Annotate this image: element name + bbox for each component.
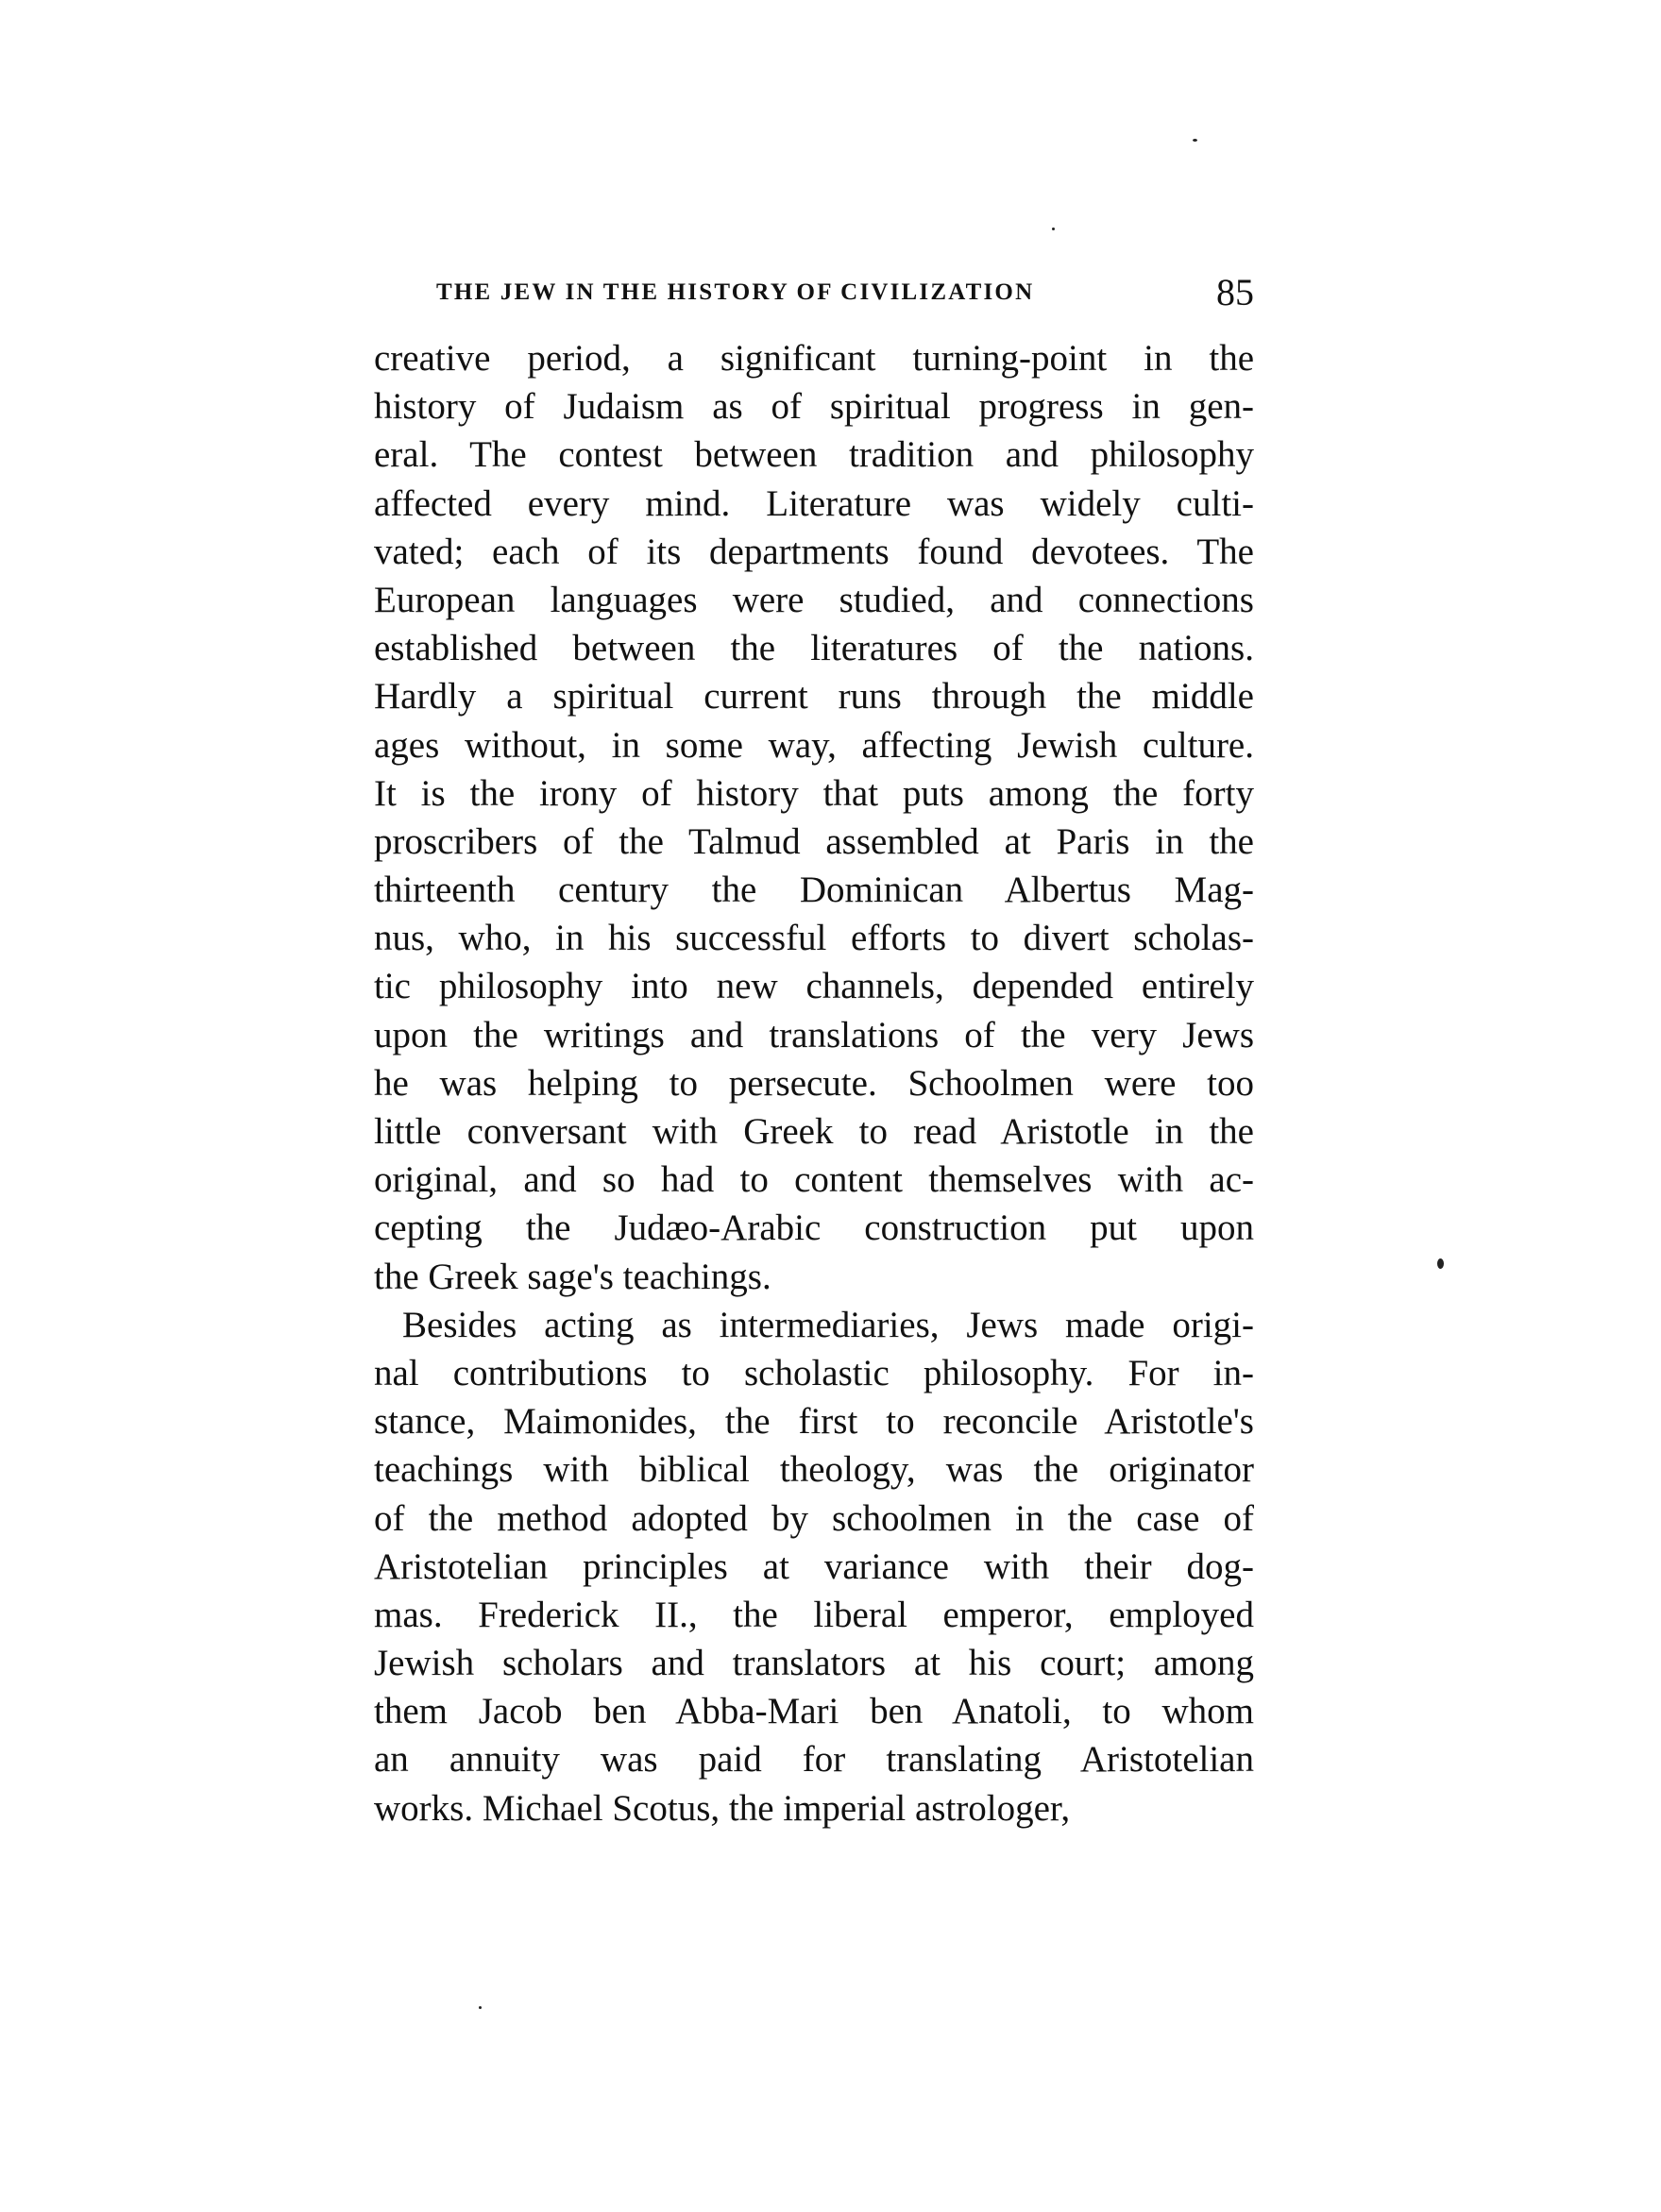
text-line: works. Michael Scotus, the imperial astrologer, xyxy=(374,1787,1071,1829)
text-line: creative period, a significant turning-point in the xyxy=(374,338,1254,379)
text-line: them Jacob ben Abba-Mari ben Anatoli, to whom xyxy=(374,1691,1254,1732)
text-line: thirteenth century the Dominican Albertus Mag- xyxy=(374,870,1254,911)
text-line: original, and so had to content themselves with ac- xyxy=(374,1159,1254,1201)
text-line: upon the writings and translations of the very Jews xyxy=(374,1014,1254,1055)
paragraph xyxy=(374,334,1254,1301)
page-body xyxy=(374,334,1254,1832)
text-line: It is the irony of history that puts among the forty xyxy=(374,772,1254,814)
text-line: Jewish scholars and translators at his court; among xyxy=(374,1643,1254,1684)
page-number: 85 xyxy=(1216,271,1254,313)
text-line: the Greek sage's teachings. xyxy=(374,1256,771,1297)
text-line: established between the literatures of the nations. xyxy=(374,628,1254,669)
scan-speck xyxy=(479,2006,482,2009)
running-title: THE JEW IN THE HISTORY OF CIVILIZATION xyxy=(436,279,1035,305)
text-line: Hardly a spiritual current runs through the middle xyxy=(374,676,1254,718)
text-line: nal contributions to scholastic philosophy. For in- xyxy=(374,1352,1254,1393)
text-line: nus, who, in his successful efforts to divert scholas- xyxy=(374,918,1254,959)
text-line: vated; each of its departments found devotees. The xyxy=(374,531,1254,572)
text-line: tic philosophy into new channels, depended entirely xyxy=(374,966,1254,1007)
text-line: affected every mind. Literature was widely culti- xyxy=(374,482,1254,524)
paragraph xyxy=(374,1301,1254,1832)
running-header xyxy=(436,270,1254,317)
text-line: little conversant with Greek to read Aristotle in the xyxy=(374,1111,1254,1152)
text-line: Besides acting as intermediaries, Jews made origi- xyxy=(402,1304,1254,1345)
scan-speck xyxy=(1052,228,1055,230)
text-line: European languages were studied, and connections xyxy=(374,579,1254,620)
text-line: proscribers of the Talmud assembled at Paris in the xyxy=(374,820,1254,862)
text-line: ages without, in some way, affecting Jewish culture. xyxy=(374,724,1254,766)
text-line: stance, Maimonides, the first to reconcile Aristotle's xyxy=(374,1401,1254,1443)
text-line: he was helping to persecute. Schoolmen were too xyxy=(374,1062,1254,1104)
text-line: history of Judaism as of spiritual progress in gen- xyxy=(374,386,1254,428)
scan-speck xyxy=(1193,139,1197,142)
text-line: teachings with biblical theology, was the originator xyxy=(374,1449,1254,1491)
text-line: of the method adopted by schoolmen in the case of xyxy=(374,1497,1254,1539)
scan-speck xyxy=(1437,1258,1444,1269)
text-line: eral. The contest between tradition and philosophy xyxy=(374,434,1254,476)
text-line: an annuity was paid for translating Aristotelian xyxy=(374,1739,1254,1781)
text-line: cepting the Judæo-Arabic construction put upon xyxy=(374,1207,1254,1249)
text-line: Aristotelian principles at variance with their dog- xyxy=(374,1545,1254,1587)
text-line: mas. Frederick II., the liberal emperor, employed xyxy=(374,1594,1254,1635)
